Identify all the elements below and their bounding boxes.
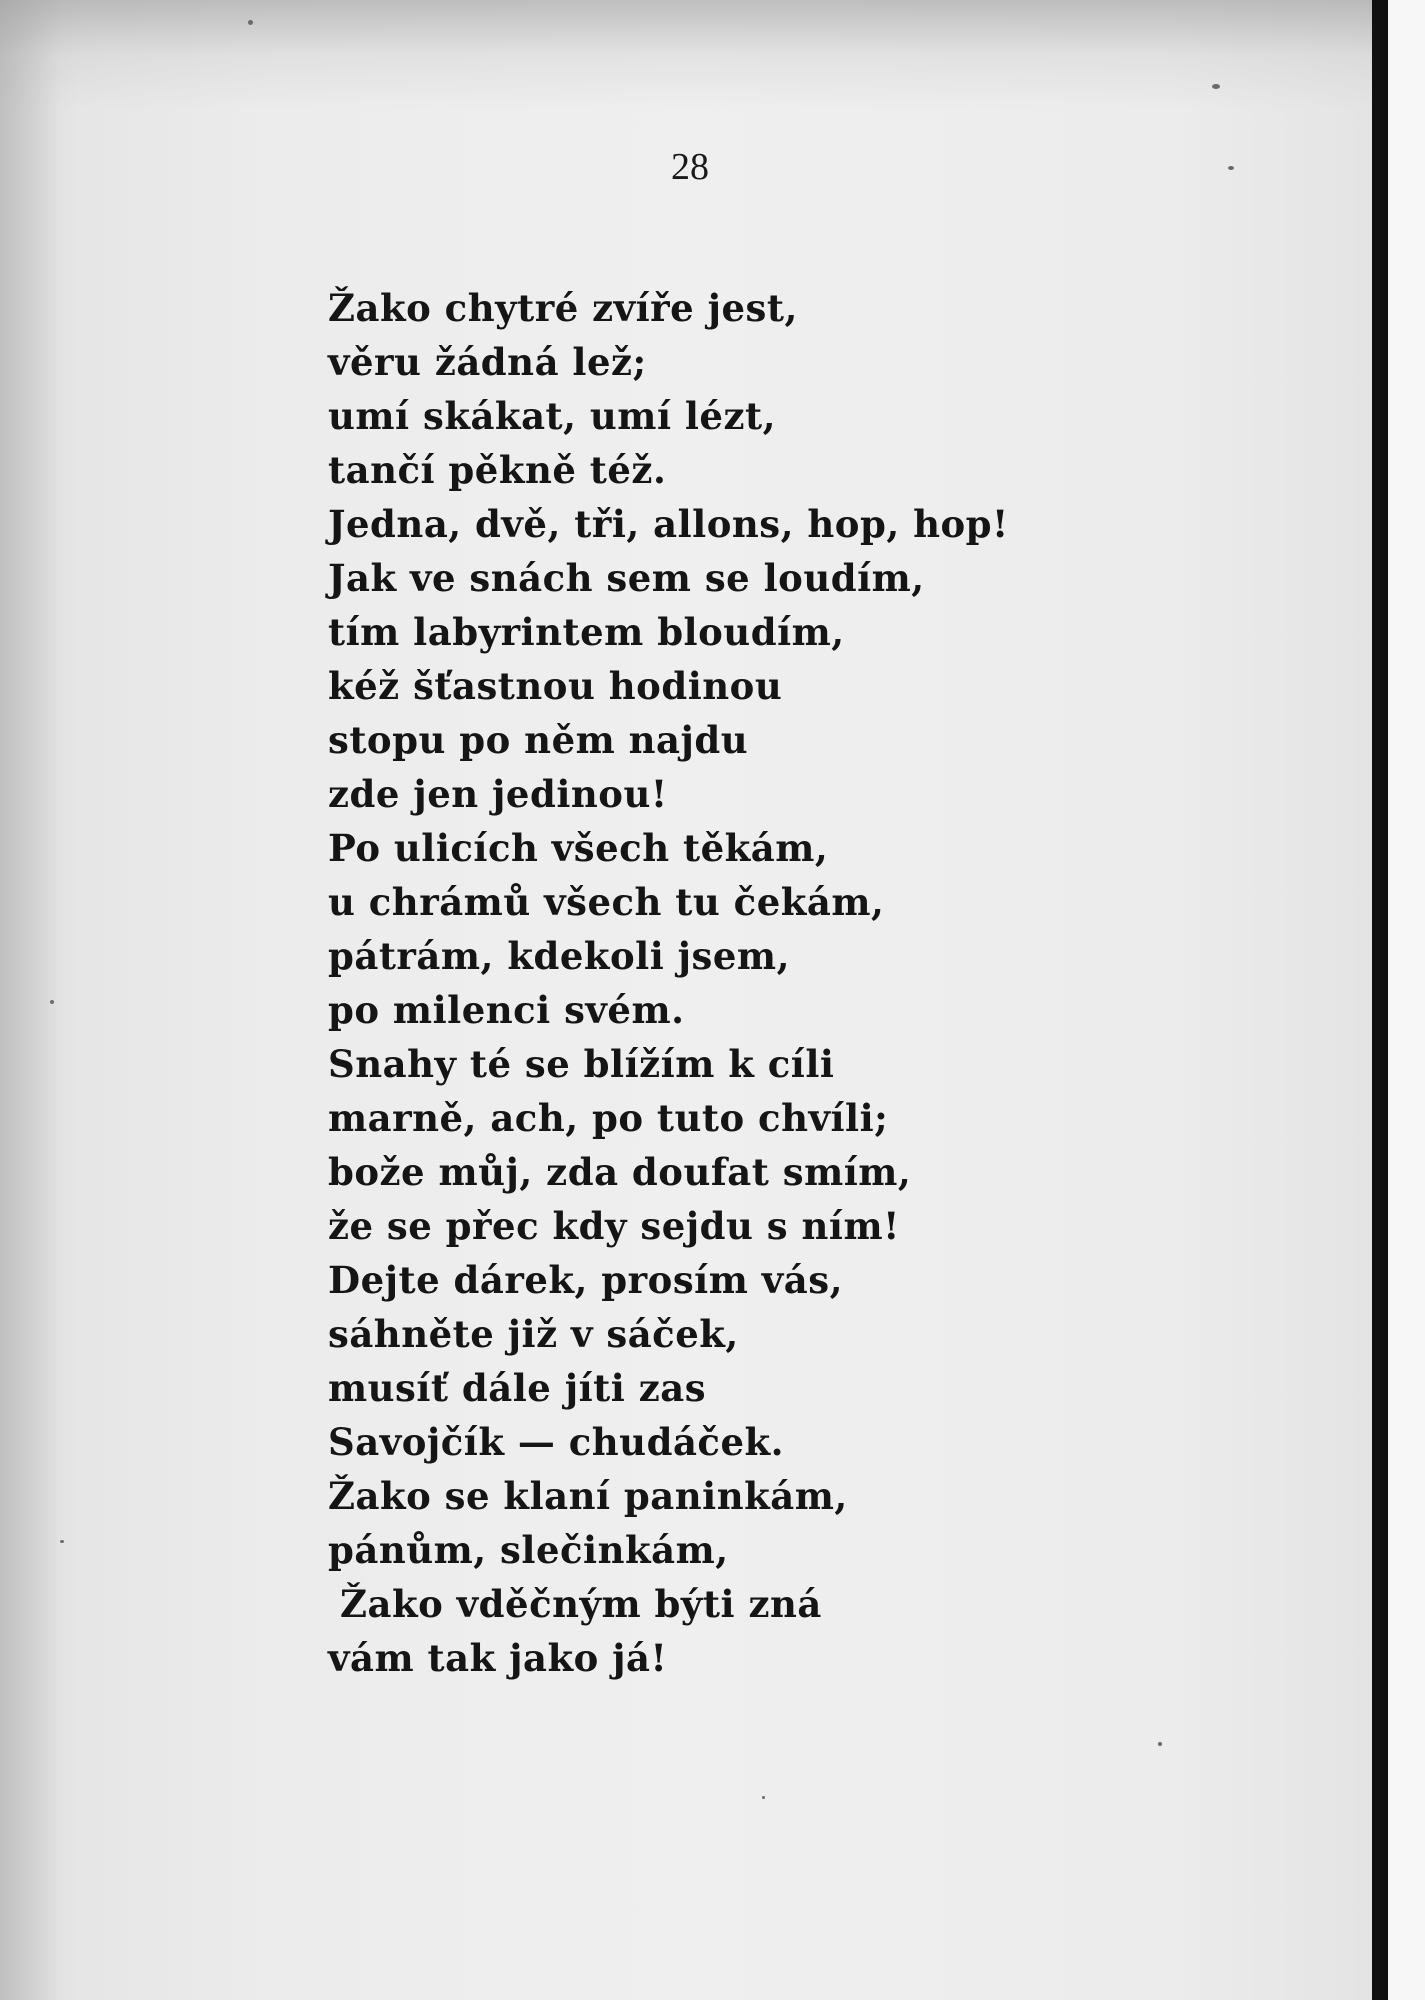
poem-line: Savojčík — chudáček. [328, 1420, 785, 1464]
poem-line: pánům, slečinkám, [328, 1528, 729, 1572]
page-speck [248, 20, 253, 25]
page-speck [50, 1000, 54, 1004]
poem-line: že se přec kdy sejdu s ním! [328, 1204, 900, 1248]
poem-line: Snahy té se blížím k cíli [328, 1042, 835, 1086]
poem-line: po milenci svém. [328, 988, 685, 1032]
poem-line: musíť dále jíti zas [328, 1366, 707, 1410]
poem-line: kéž šťastnou hodinou [328, 664, 783, 708]
poem-line: u chrámů všech tu čekám, [328, 880, 885, 924]
poem-line: Dejte dárek, prosím vás, [328, 1258, 843, 1302]
poem-line: pátrám, kdekoli jsem, [328, 934, 790, 978]
page-speck [1158, 1742, 1162, 1746]
poem-line: věru žádná lež; [328, 340, 647, 384]
poem-line: tančí pěkně též. [328, 448, 667, 492]
poem-line: tím labyrintem bloudím, [328, 610, 845, 654]
poem-line: marně, ach, po tuto chvíli; [328, 1096, 889, 1140]
page-speck [60, 1540, 64, 1543]
page-speck [1212, 84, 1220, 89]
poem-line: Žako se klaní paninkám, [328, 1474, 848, 1518]
poem-line: stopu po něm najdu [328, 718, 749, 762]
page-speck [762, 1796, 765, 1799]
poem-line: bože můj, zda doufat smím, [328, 1150, 912, 1194]
poem-line: zde jen jedinou! [328, 772, 668, 816]
poem-line: vám tak jako já! [328, 1636, 668, 1680]
scan-margin [1388, 0, 1425, 2000]
poem-line: sáhněte již v sáček, [328, 1312, 739, 1356]
poem-line: Žako chytré zvíře jest, [328, 286, 798, 330]
binding-edge [1372, 0, 1388, 2000]
poem-line: Žako vděčným býti zná [340, 1582, 822, 1626]
poem-line: umí skákat, umí lézt, [328, 394, 776, 438]
poem-text [328, 281, 1009, 1685]
poem-line: Jedna, dvě, tři, allons, hop, hop! [328, 502, 1009, 546]
poem-line: Jak ve snách sem se loudím, [328, 556, 925, 600]
page-number: 28 [671, 146, 709, 188]
poem-line: Po ulicích všech těkám, [328, 826, 829, 870]
page-speck [1228, 166, 1234, 170]
